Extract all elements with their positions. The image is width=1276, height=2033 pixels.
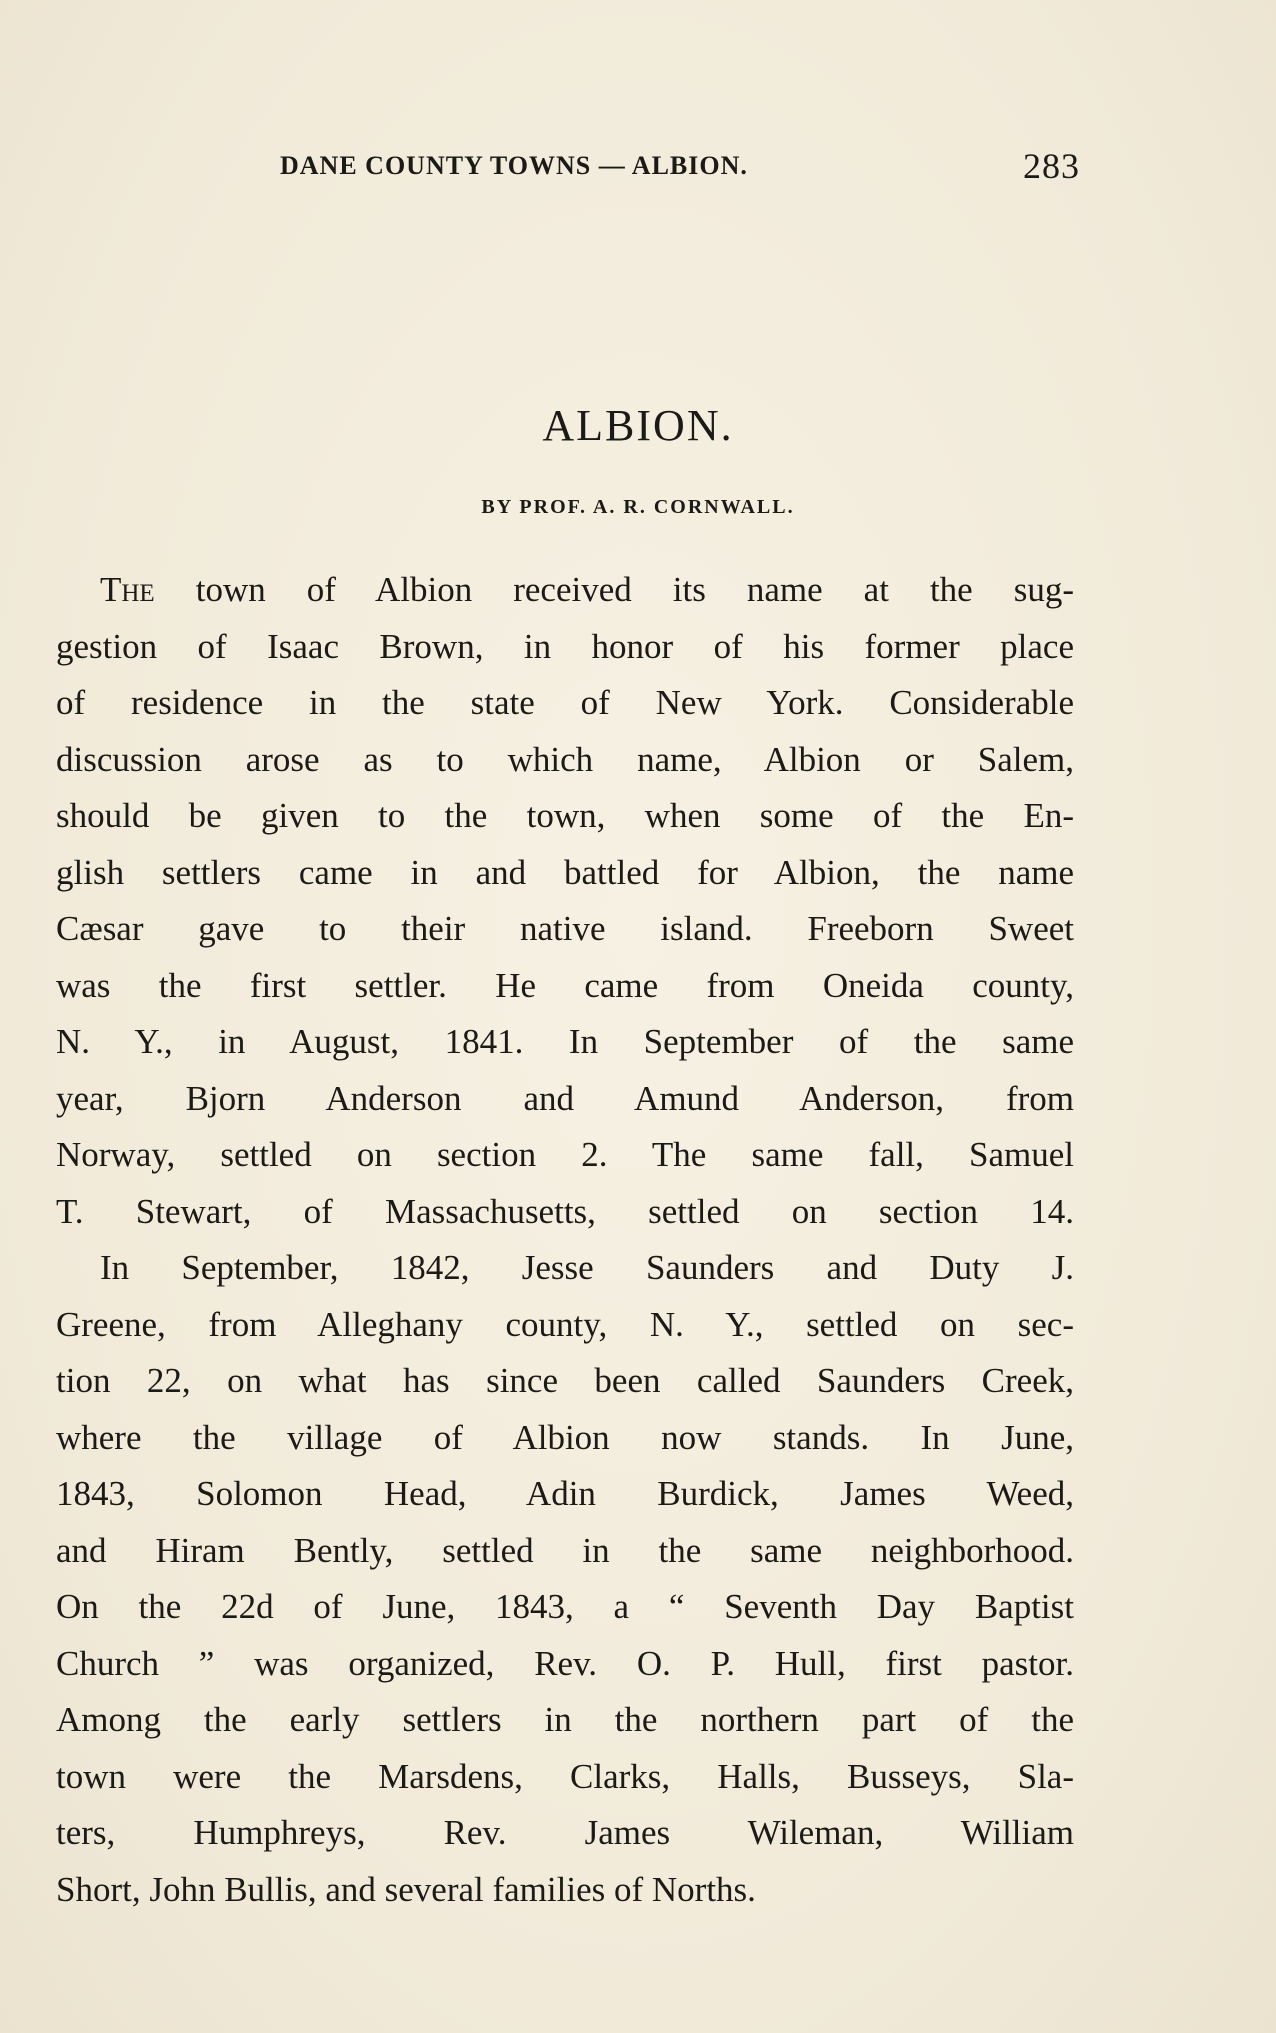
text-line: of residence in the state of New York. Considerable: [56, 683, 1074, 722]
text-line: Church ” was organized, Rev. O. P. Hull, first pastor.: [56, 1643, 1074, 1683]
text-line: T. Stewart, of Massachusetts, settled on section 14.: [56, 1191, 1074, 1231]
byline: BY PROF. A. R. CORNWALL.: [481, 496, 795, 518]
running-head: [270, 145, 1080, 189]
text-line: year, Bjorn Anderson and Amund Anderson, from: [56, 1078, 1074, 1118]
text-line: town were the Marsdens, Clarks, Halls, Busseys, Sla-: [56, 1756, 1074, 1796]
text-line: Norway, settled on section 2. The same fall, Samuel: [56, 1135, 1074, 1174]
section-title: ALBION.: [542, 401, 734, 450]
text-line: Greene, from Alleghany county, N. Y., settled on sec-: [56, 1304, 1074, 1344]
text-line: Among the early settlers in the northern part of the: [56, 1700, 1074, 1739]
text-line: Short, John Bullis, and several families of Norths.: [56, 1869, 756, 1909]
text-line: 1843, Solomon Head, Adin Burdick, James Weed,: [56, 1474, 1074, 1513]
text-line: In September, 1842, Jesse Saunders and Duty J.: [100, 1248, 1074, 1287]
running-title: DANE COUNTY TOWNS — ALBION.: [280, 151, 748, 180]
text-line: On the 22d of June, 1843, a “ Seventh Day Baptist: [56, 1587, 1074, 1626]
lead-word: The: [100, 570, 155, 609]
text-line: discussion arose as to which name, Albion or Salem,: [56, 739, 1074, 779]
text-line: Cæsar gave to their native island. Freeborn Sweet: [56, 909, 1074, 948]
text-line: N. Y., in August, 1841. In September of the same: [56, 1022, 1074, 1061]
text-line: gestion of Isaac Brown, in honor of his former place: [56, 626, 1074, 666]
text-line: tion 22, on what has since been called Saunders Creek,: [56, 1361, 1074, 1400]
text-line: glish settlers came in and battled for Albion, the name: [56, 852, 1074, 892]
page-number: 283: [1023, 146, 1080, 186]
text-line: should be given to the town, when some of the En-: [56, 796, 1074, 835]
text-line: was the first settler. He came from Oneida county,: [56, 965, 1074, 1005]
body-text: [56, 562, 1074, 1918]
text-line: and Hiram Bently, settled in the same neighborhood.: [56, 1530, 1074, 1570]
text-line: ters, Humphreys, Rev. James Wileman, William: [56, 1813, 1074, 1852]
text-line: The town of Albion received its name at the sug-: [100, 570, 1074, 609]
text-line: where the village of Albion now stands. In June,: [56, 1417, 1074, 1457]
